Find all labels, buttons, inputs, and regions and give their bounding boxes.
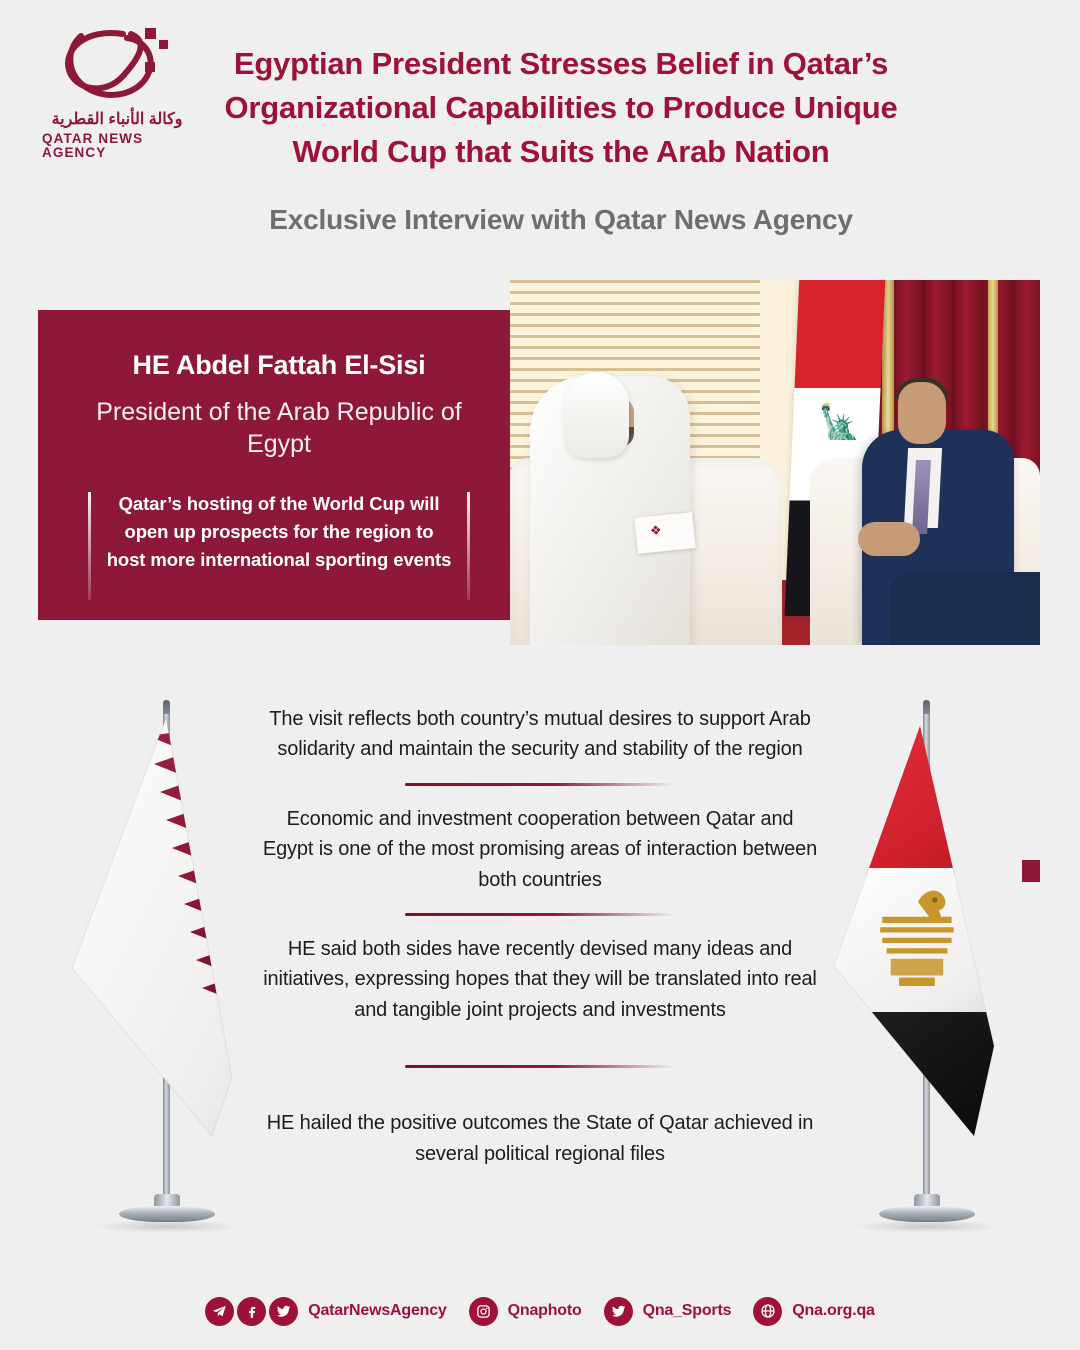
egypt-flag-cloth [822, 716, 1052, 1176]
list-item: HE hailed the positive outcomes the State of Qatar achieved in several political regional files [266, 1112, 814, 1165]
page-headline: Egyptian President Stresses Belief in Qatar’s Organizational Capabilities to Produce Unique World Cup that Suits the Arab Nation [224, 46, 898, 170]
social-handle[interactable]: Qnaphoto [507, 1302, 582, 1319]
hero-section [0, 262, 1080, 662]
divider [405, 913, 675, 916]
speaker-name: HE Abdel Fattah El-Sisi [132, 350, 426, 380]
twitter-icon[interactable] [604, 1297, 633, 1326]
egypt-flag [822, 700, 1052, 1260]
social-handle[interactable]: Qna.org.qa [792, 1302, 875, 1319]
interview-photo [510, 280, 1040, 645]
list-item: Economic and investment cooperation between Qatar and Egypt is one of the most promising areas of interaction between both countries [262, 807, 818, 891]
key-points-list [262, 704, 818, 1169]
list-item: HE said both sides have recently devised many ideas and initiatives, expressing hopes that they will be translated into real and tangible joint projects and investments [263, 937, 817, 1021]
header [0, 0, 1080, 262]
note-card-logo: ❖ [649, 522, 663, 539]
page-subheadline: Exclusive Interview with Qatar News Agency [269, 204, 853, 235]
logo-english-text: QATAR NEWS AGENCY [42, 131, 144, 160]
globe-icon[interactable] [753, 1297, 782, 1326]
qna-logo[interactable] [42, 24, 192, 164]
eagle-of-saladin-icon: 🗽 [818, 403, 861, 441]
flag-base-shadow [92, 1220, 242, 1233]
social-handle[interactable]: QatarNewsAgency [308, 1302, 447, 1319]
president-face [898, 382, 946, 444]
facebook-icon[interactable] [237, 1297, 266, 1326]
interviewer-ghutra [565, 372, 629, 458]
social-handle[interactable]: Qna_Sports [642, 1302, 732, 1319]
qatar-flag [62, 700, 292, 1260]
twitter-icon[interactable] [269, 1297, 298, 1326]
social-group-main[interactable] [205, 1297, 468, 1326]
social-group-instagram[interactable] [469, 1297, 604, 1326]
list-item: The visit reflects both country’s mutual desires to support Arab solidarity and maintain the security and stability of the region [269, 708, 811, 761]
telegram-icon[interactable] [205, 1297, 234, 1326]
footer-social-bar [0, 1272, 1080, 1350]
qatar-flag-cloth [62, 716, 292, 1176]
flag-base-shadow [852, 1220, 1002, 1233]
social-group-sports[interactable] [604, 1297, 754, 1326]
instagram-icon[interactable] [469, 1297, 498, 1326]
speaker-quote-card [38, 310, 520, 620]
logo-arabic-text: وكالة الأنباء القطرية [51, 111, 183, 128]
divider [405, 783, 675, 786]
president-legs [890, 572, 1040, 645]
quote-bar-left [88, 492, 91, 600]
qna-atom-logo-icon [57, 24, 177, 110]
speaker-title: President of the Arab Republic of Egypt [96, 398, 462, 458]
president-hands [858, 522, 920, 556]
quote-bar-right [467, 492, 470, 600]
quote-block [88, 490, 470, 574]
quote-text: Qatar’s hosting of the World Cup will open up prospects for the region to host more international sporting events [106, 493, 452, 571]
divider [405, 1065, 675, 1068]
social-group-website[interactable] [753, 1297, 874, 1326]
